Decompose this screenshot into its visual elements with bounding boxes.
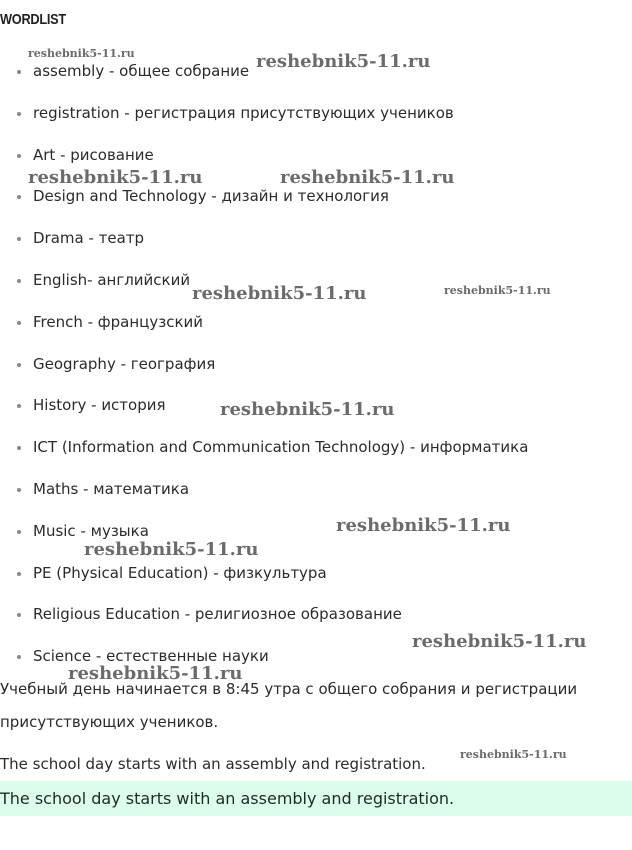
item-text: Maths - математика	[33, 479, 190, 498]
bullet-icon	[17, 488, 21, 492]
wordlist-heading: WORDLIST	[0, 11, 66, 28]
bullet-icon	[17, 321, 21, 325]
watermark: reshebnik5-11.ru	[336, 515, 511, 536]
item-text: Music - музыка	[33, 521, 149, 540]
watermark: reshebnik5-11.ru	[68, 663, 243, 684]
highlighted-answer	[0, 781, 632, 816]
list-item	[0, 353, 528, 395]
wordlist	[0, 60, 528, 687]
bullet-icon	[17, 112, 21, 116]
item-text: assembly - общее собрание	[33, 62, 250, 80]
watermark: reshebnik5-11.ru	[280, 167, 455, 188]
translation-line-1: Учебный день начинается в 8:45 утра с общего собрания и регистрации	[0, 680, 578, 698]
list-item	[0, 185, 528, 227]
example-sentence: The school day starts with an assembly and registration.	[0, 755, 426, 773]
bullet-icon	[17, 279, 21, 283]
list-item	[0, 562, 528, 604]
bullet-icon	[17, 404, 21, 408]
item-text: Design and Technology - дизайн и технология	[33, 187, 389, 206]
watermark: reshebnik5-11.ru	[444, 284, 551, 297]
bullet-icon	[17, 655, 21, 659]
item-text: Art - рисование	[33, 145, 154, 164]
list-item	[0, 227, 528, 269]
bullet-icon	[17, 154, 21, 158]
watermark: reshebnik5-11.ru	[256, 51, 431, 72]
bullet-icon	[17, 613, 21, 617]
item-text: Drama - театр	[33, 229, 145, 248]
bullet-icon	[17, 363, 21, 367]
bullet-icon	[17, 70, 21, 74]
watermark: reshebnik5-11.ru	[412, 631, 587, 652]
bullet-icon	[17, 237, 21, 241]
watermark: reshebnik5-11.ru	[84, 539, 259, 560]
watermark: reshebnik5-11.ru	[28, 47, 135, 60]
watermark: reshebnik5-11.ru	[192, 283, 367, 304]
item-text: registration - регистрация присутствующих учеников	[33, 103, 454, 122]
item-text: French - французский	[33, 312, 204, 331]
watermark: reshebnik5-11.ru	[28, 167, 203, 188]
item-text: Religious Education - религиозное образование	[33, 605, 402, 624]
item-text: History - история	[33, 396, 166, 415]
list-item	[0, 436, 528, 478]
bullet-icon	[17, 572, 21, 576]
list-item	[0, 102, 528, 144]
item-text: ICT (Information and Communication Technology) - информатика	[33, 438, 529, 457]
watermark: reshebnik5-11.ru	[460, 748, 567, 761]
translation-line-2: присутствующих учеников.	[0, 713, 219, 731]
highlighted-sentence: The school day starts with an assembly and registration.	[0, 789, 455, 808]
bullet-icon	[17, 446, 21, 450]
item-text: English- английский	[33, 270, 191, 289]
item-text: Science - естественные науки	[33, 647, 269, 666]
item-text: PE (Physical Education) - физкультура	[33, 563, 327, 582]
bullet-icon	[17, 195, 21, 199]
list-item	[0, 478, 528, 520]
watermark: reshebnik5-11.ru	[220, 399, 395, 420]
list-item	[0, 311, 528, 353]
item-text: Geography - география	[33, 354, 216, 373]
bullet-icon	[17, 530, 21, 534]
